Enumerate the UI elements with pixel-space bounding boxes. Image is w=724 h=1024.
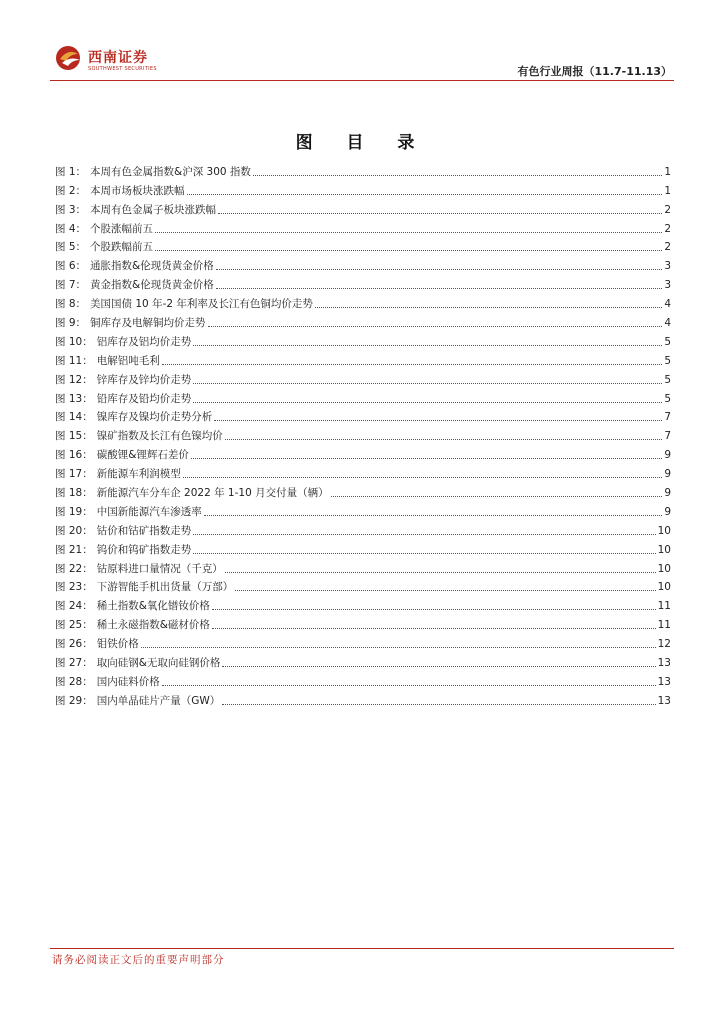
toc-dot-leader — [162, 685, 656, 686]
toc-entry-number: 图 26： — [55, 638, 93, 651]
toc-entry[interactable] — [55, 670, 671, 689]
toc-entry-page: 4 — [664, 298, 671, 311]
toc-entry-number: 图 17： — [55, 468, 93, 481]
toc-entry-page: 10 — [657, 562, 671, 575]
toc-entry-page: 5 — [664, 392, 671, 405]
brand-name-english: SOUTHWEST SECURITIES — [88, 66, 157, 72]
toc-entry-title: 钴价和钴矿指数走势 — [96, 524, 192, 537]
toc-entry-number: 图 8： — [55, 298, 87, 311]
toc-dot-leader — [193, 402, 662, 403]
toc-dot-leader — [212, 609, 656, 610]
toc-entry[interactable] — [55, 160, 671, 179]
toc-entry-number: 图 1： — [55, 165, 87, 178]
toc-dot-leader — [216, 288, 663, 289]
page-header — [0, 0, 724, 82]
toc-entry-page: 11 — [657, 619, 671, 632]
toc-entry-page: 13 — [657, 657, 671, 670]
toc-entry-page: 13 — [657, 675, 671, 688]
toc-entry-page: 2 — [664, 241, 671, 254]
toc-dot-leader — [222, 666, 655, 667]
toc-dot-leader — [218, 213, 662, 214]
toc-entry-page: 4 — [664, 317, 671, 330]
toc-entry-title: 个股涨幅前五 — [90, 222, 154, 235]
toc-entry-number: 图 19： — [55, 505, 93, 518]
toc-entry[interactable] — [55, 576, 671, 595]
toc-entry-number: 图 18： — [55, 487, 93, 500]
toc-entry-title: 新能源汽车分车企 2022 年 1-10 月交付量（辆） — [96, 487, 329, 500]
toc-entry-page: 9 — [664, 487, 671, 500]
toc-entry-page: 5 — [664, 373, 671, 386]
toc-entry-page: 7 — [664, 411, 671, 424]
toc-dot-leader — [155, 250, 662, 251]
toc-entry-number: 图 22： — [55, 562, 93, 575]
toc-entry[interactable] — [55, 462, 671, 481]
toc-dot-leader — [235, 590, 655, 591]
toc-dot-leader — [222, 704, 655, 705]
toc-entry[interactable] — [55, 500, 671, 519]
toc-entry-title: 锌库存及锌均价走势 — [96, 373, 192, 386]
company-logo-icon — [54, 44, 88, 72]
toc-entry[interactable] — [55, 651, 671, 670]
toc-entry-title: 中国新能源汽车渗透率 — [96, 505, 202, 518]
toc-entry-title: 通胀指数&伦现货黄金价格 — [90, 260, 214, 273]
toc-entry-page: 1 — [664, 184, 671, 197]
toc-entry-title: 本周市场板块涨跌幅 — [90, 184, 185, 197]
toc-entry-number: 图 11： — [55, 354, 93, 367]
toc-entry-number: 图 21： — [55, 543, 93, 556]
toc-entry-title: 碳酸锂&锂辉石差价 — [96, 449, 189, 462]
toc-entry-title: 个股跌幅前五 — [90, 241, 154, 254]
toc-entry-title: 稀土指数&氧化镨钕价格 — [96, 600, 210, 613]
toc-entry-number: 图 5： — [55, 241, 87, 254]
toc-dot-leader — [315, 307, 662, 308]
toc-entry[interactable] — [55, 330, 671, 349]
toc-dot-leader — [193, 534, 655, 535]
toc-entry-title: 国内单晶硅片产量（GW） — [96, 694, 221, 707]
toc-entry-title: 镍库存及镍均价走势分析 — [96, 411, 213, 424]
toc-entry[interactable] — [55, 387, 671, 406]
toc-dot-leader — [183, 477, 663, 478]
toc-entry-page: 2 — [664, 203, 671, 216]
toc-entry-page: 10 — [657, 524, 671, 537]
toc-entry-title: 本周有色金属子板块涨跌幅 — [90, 203, 217, 216]
toc-entry[interactable] — [55, 179, 671, 198]
toc-entry[interactable] — [55, 217, 671, 236]
toc-entry[interactable] — [55, 632, 671, 651]
toc-entry-title: 镍矿指数及长江有色镍均价 — [96, 430, 223, 443]
toc-entry-title: 铝库存及铝均价走势 — [96, 335, 192, 348]
toc-entry-title: 本周有色金属指数&沪深 300 指数 — [90, 165, 251, 178]
toc-entry-title: 国内硅料价格 — [96, 675, 160, 688]
toc-dot-leader — [193, 345, 662, 346]
toc-entry-number: 图 9： — [55, 317, 87, 330]
toc-entry-title: 新能源车利润模型 — [96, 468, 181, 481]
toc-entry-number: 图 16： — [55, 449, 93, 462]
toc-entry[interactable] — [55, 273, 671, 292]
disclaimer-note: 请务必阅读正文后的重要声明部分 — [52, 954, 225, 966]
toc-dot-leader — [191, 458, 662, 459]
toc-entry-page: 10 — [657, 543, 671, 556]
toc-dot-leader — [204, 515, 663, 516]
toc-entry-page: 10 — [657, 581, 671, 594]
toc-entry-title: 钼铁价格 — [96, 638, 139, 651]
toc-entry-number: 图 14： — [55, 411, 93, 424]
toc-dot-leader — [216, 269, 663, 270]
toc-entry-title: 美国国债 10 年-2 年利率及长江有色铜均价走势 — [90, 298, 313, 311]
toc-dot-leader — [155, 232, 662, 233]
toc-entry-number: 图 2： — [55, 184, 87, 197]
toc-entry-title: 电解铝吨毛利 — [96, 354, 160, 367]
toc-entry-page: 3 — [664, 279, 671, 292]
toc-entry-page: 11 — [657, 600, 671, 613]
toc-entry[interactable] — [55, 254, 671, 273]
toc-entry[interactable] — [55, 368, 671, 387]
toc-dot-leader — [141, 647, 656, 648]
toc-entry-number: 图 27： — [55, 657, 93, 670]
toc-entry[interactable] — [55, 594, 671, 613]
toc-entry-number: 图 15： — [55, 430, 93, 443]
brand-name: 西南证券 — [88, 50, 148, 66]
toc-entry[interactable] — [55, 443, 671, 462]
footer-divider — [50, 948, 674, 949]
toc-entry-page: 9 — [664, 468, 671, 481]
toc-entry-title: 取向硅钢&无取向硅钢价格 — [96, 657, 221, 670]
toc-entry[interactable] — [55, 311, 671, 330]
toc-entry-number: 图 29： — [55, 694, 93, 707]
toc-entry-page: 1 — [664, 165, 671, 178]
toc-entry-page: 7 — [664, 430, 671, 443]
toc-dot-leader — [225, 572, 656, 573]
toc-entry-page: 5 — [664, 335, 671, 348]
toc-entry-page: 12 — [657, 638, 671, 651]
toc-entry[interactable] — [55, 613, 671, 632]
toc-entry-page: 9 — [664, 449, 671, 462]
figure-list — [55, 160, 671, 708]
header-divider — [50, 80, 674, 81]
toc-entry-number: 图 12： — [55, 373, 93, 386]
toc-entry[interactable] — [55, 481, 671, 500]
toc-entry-title: 铜库存及电解铜均价走势 — [90, 317, 206, 330]
toc-dot-leader — [193, 383, 662, 384]
toc-entry-number: 图 7： — [55, 279, 87, 292]
toc-entry-title: 钨价和钨矿指数走势 — [96, 543, 192, 556]
toc-entry[interactable] — [55, 349, 671, 368]
toc-dot-leader — [162, 364, 663, 365]
toc-dot-leader — [208, 326, 663, 327]
toc-dot-leader — [331, 496, 663, 497]
toc-entry[interactable] — [55, 406, 671, 425]
toc-entry-page: 3 — [664, 260, 671, 273]
toc-entry-page: 9 — [664, 505, 671, 518]
toc-entry[interactable] — [55, 538, 671, 557]
toc-entry-number: 图 25： — [55, 619, 93, 632]
toc-dot-leader — [212, 628, 656, 629]
toc-entry-title: 下游智能手机出货量（万部） — [96, 581, 234, 594]
toc-entry-number: 图 24： — [55, 600, 93, 613]
toc-entry-page: 13 — [657, 694, 671, 707]
toc-dot-leader — [187, 194, 663, 195]
toc-entry[interactable] — [55, 519, 671, 538]
toc-entry-title: 钴原料进口量情况（千克） — [96, 562, 223, 575]
toc-dot-leader — [214, 420, 662, 421]
toc-dot-leader — [253, 175, 662, 176]
toc-entry-number: 图 4： — [55, 222, 87, 235]
toc-entry-number: 图 6： — [55, 260, 87, 273]
toc-entry-number: 图 3： — [55, 203, 87, 216]
toc-entry[interactable] — [55, 292, 671, 311]
toc-entry[interactable] — [55, 689, 671, 708]
toc-entry-title: 黄金指数&伦现货黄金价格 — [90, 279, 214, 292]
report-title: 有色行业周报（11.7-11.13） — [517, 65, 672, 78]
toc-entry[interactable] — [55, 236, 671, 255]
toc-dot-leader — [193, 553, 655, 554]
toc-entry[interactable] — [55, 424, 671, 443]
toc-entry-page: 2 — [664, 222, 671, 235]
toc-entry-page: 5 — [664, 354, 671, 367]
toc-entry-title: 稀土永磁指数&磁材价格 — [96, 619, 210, 632]
toc-entry-number: 图 20： — [55, 524, 93, 537]
toc-heading: 图 目 录 — [295, 133, 429, 153]
toc-entry-title: 铅库存及铅均价走势 — [96, 392, 192, 405]
toc-entry-number: 图 23： — [55, 581, 93, 594]
toc-entry-number: 图 10： — [55, 335, 93, 348]
toc-entry-number: 图 28： — [55, 675, 93, 688]
toc-dot-leader — [225, 439, 663, 440]
toc-entry[interactable] — [55, 198, 671, 217]
toc-entry-number: 图 13： — [55, 392, 93, 405]
toc-entry[interactable] — [55, 557, 671, 576]
